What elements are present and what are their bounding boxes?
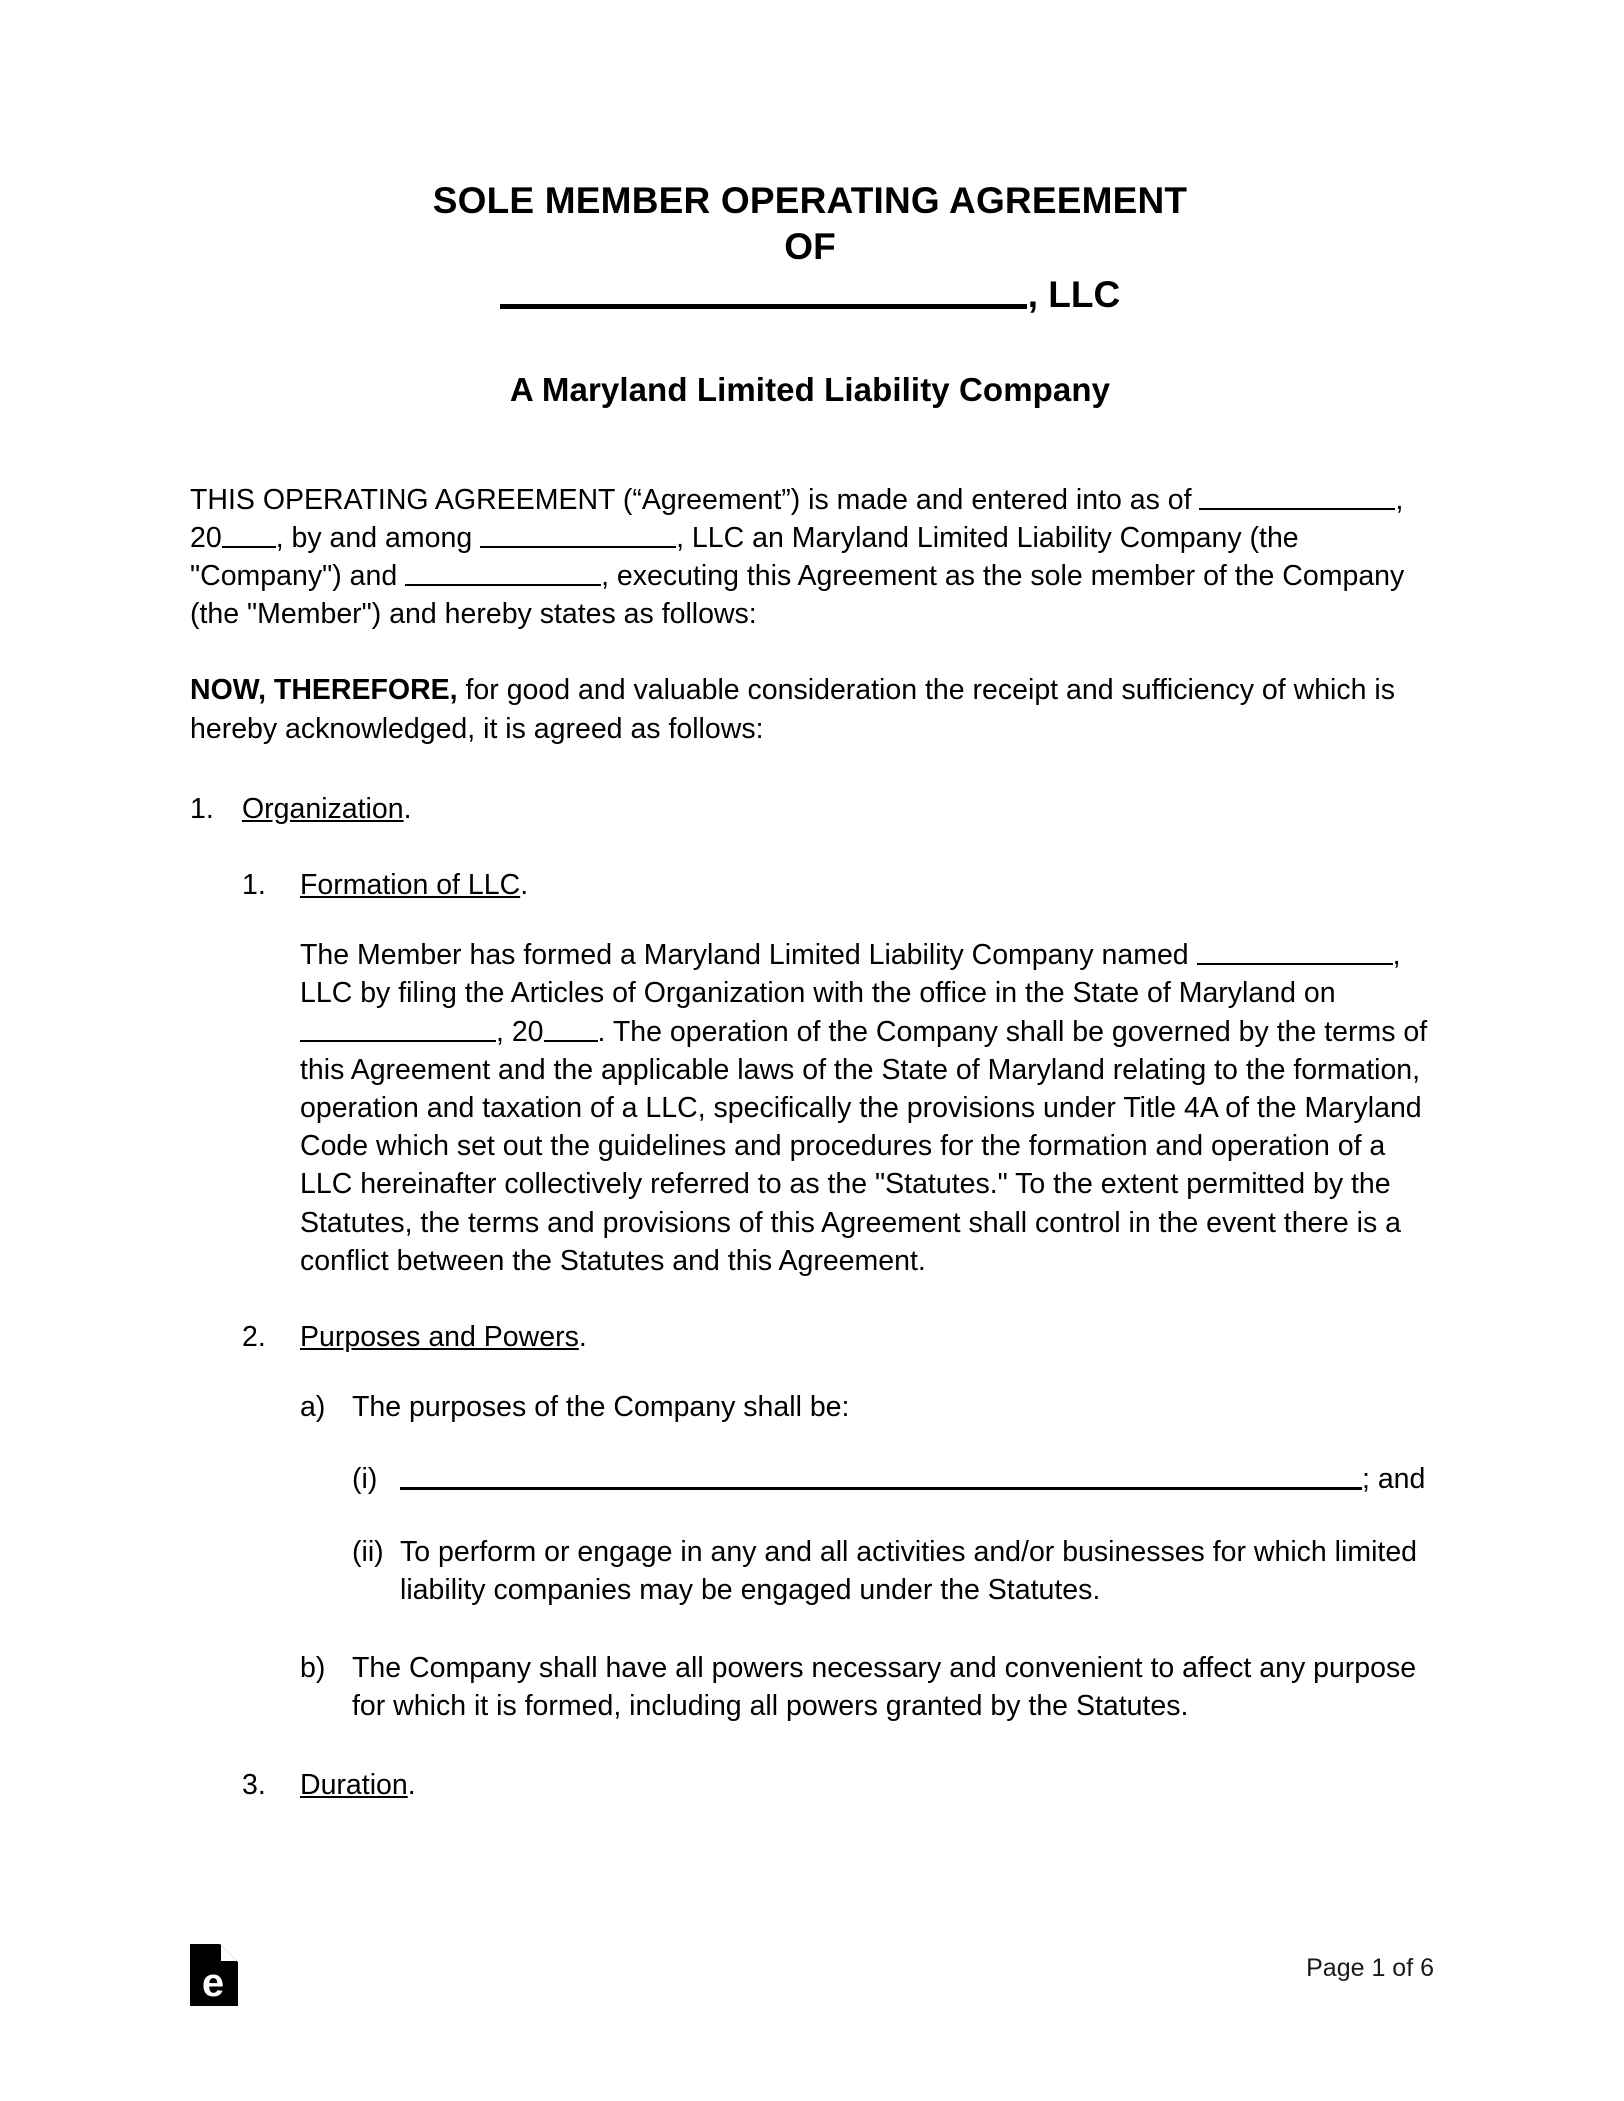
intro-company-blank: [480, 546, 676, 548]
page-number-label: Page 1 of 6: [1306, 1954, 1434, 1982]
eforms-logo-icon: [190, 1944, 238, 2006]
formation-text-3: , 20: [496, 1015, 544, 1048]
item-i-trailing: ; and: [1362, 1463, 1426, 1496]
section-1-number: 1.: [190, 792, 214, 825]
document-subtitle: A Maryland Limited Liability Company: [509, 370, 1111, 408]
item-ii-text: To perform or engage in any and all activities and/or businesses for which limited liability companies may be engaged under the Statutes.: [400, 1535, 1418, 1606]
item-b-powers: [300, 1649, 1430, 1725]
section-1-3-duration: [242, 1766, 1430, 1804]
item-b-marker: b): [300, 1652, 326, 1685]
intro-paragraph: [190, 481, 1430, 634]
section-1-2-purposes-and-powers: [242, 1318, 1430, 1356]
company-name-blank: [500, 304, 1027, 309]
item-i-marker: (i): [352, 1463, 378, 1496]
formation-date-blank: [300, 1040, 496, 1042]
item-ii-marker: (ii): [352, 1535, 384, 1568]
title-line-1: SOLE MEMBER OPERATING AGREEMENT: [432, 180, 1188, 221]
now-therefore-rest: for good and valuable consideration the receipt and sufficiency of which is hereby acknowledged, it is agreed as follows:: [190, 674, 1395, 745]
section-1-1-formation-of-llc: [242, 866, 1430, 904]
section-1-3-period: .: [407, 1768, 416, 1801]
section-1-organization: [190, 790, 1430, 828]
formation-text-1: The Member has formed a Maryland Limited Liability Company named: [300, 939, 1189, 972]
section-1-2-number: 2.: [242, 1321, 266, 1354]
item-b-text: The Company shall have all powers necessary and convenient to affect any purpose for which it is formed, including all powers granted by the Statutes.: [352, 1652, 1417, 1723]
item-i-blank-purpose: [352, 1460, 1430, 1498]
page-footer: [190, 1938, 1434, 2028]
section-1-1-heading: Formation of LLC: [300, 869, 521, 902]
title-llc-suffix: , LLC: [1027, 273, 1121, 315]
item-i-fill-blank: [400, 1487, 1362, 1490]
document-title: [190, 0, 1430, 318]
section-1-2-period: .: [578, 1321, 587, 1354]
intro-text-1: THIS OPERATING AGREEMENT (“Agreement”) is made and entered into as of: [190, 483, 1192, 516]
section-1-2-heading: Purposes and Powers: [300, 1321, 579, 1354]
section-1-3-number: 3.: [242, 1768, 266, 1801]
intro-text-2: , 20: [190, 483, 1404, 554]
document-body: [190, 0, 1430, 1804]
formation-text-2: , LLC by filing the Articles of Organization with the office in the State of Maryland on: [300, 939, 1401, 1010]
formation-text-4: . The operation of the Company shall be governed by the terms of this Agreement and the applicable laws of the State of Maryland relating to the formation, operation and taxation of a LLC, specifically the provisions under Title 4A of the Maryland Code which set out the guidelines and procedures for the formation and operation of a LLC hereinafter collectively referred to as the "Statutes." To the extent permitted by the Statutes, the terms and provisions of this Agreement shall control in the event there is a conflict between the Statutes and this Agreement.: [300, 1015, 1428, 1277]
item-a-marker: a): [300, 1391, 326, 1424]
intro-text-3: , by and among: [275, 521, 473, 554]
now-therefore-lead: NOW, THEREFORE,: [190, 674, 458, 707]
section-1-1-period: .: [520, 869, 529, 902]
section-1-heading: Organization: [242, 792, 404, 825]
section-1-period: .: [403, 792, 412, 825]
intro-date-blank: [1199, 508, 1395, 510]
intro-member-blank: [405, 584, 601, 586]
intro-text-4: , LLC an Maryland Limited Liability Company (the "Company") and: [190, 521, 1299, 593]
formation-year-blank: [544, 1040, 598, 1042]
item-a-text: The purposes of the Company shall be:: [352, 1391, 850, 1424]
now-therefore-paragraph: [190, 671, 1430, 747]
intro-year-blank: [222, 546, 276, 548]
eforms-logo-letter: e: [201, 1961, 225, 2005]
intro-text-5: , executing this Agreement as the sole member of the Company (the "Member") and hereby states as follows:: [190, 560, 1405, 631]
section-1-1-body: [300, 936, 1430, 1280]
item-ii-statutes-purpose: [352, 1533, 1430, 1609]
title-line-company: [190, 272, 1430, 318]
section-1-1-number: 1.: [242, 869, 266, 902]
title-line-of: OF: [784, 225, 836, 267]
item-a-purposes: [300, 1388, 1430, 1426]
section-1-3-heading: Duration: [300, 1768, 408, 1801]
formation-company-blank: [1197, 963, 1393, 965]
